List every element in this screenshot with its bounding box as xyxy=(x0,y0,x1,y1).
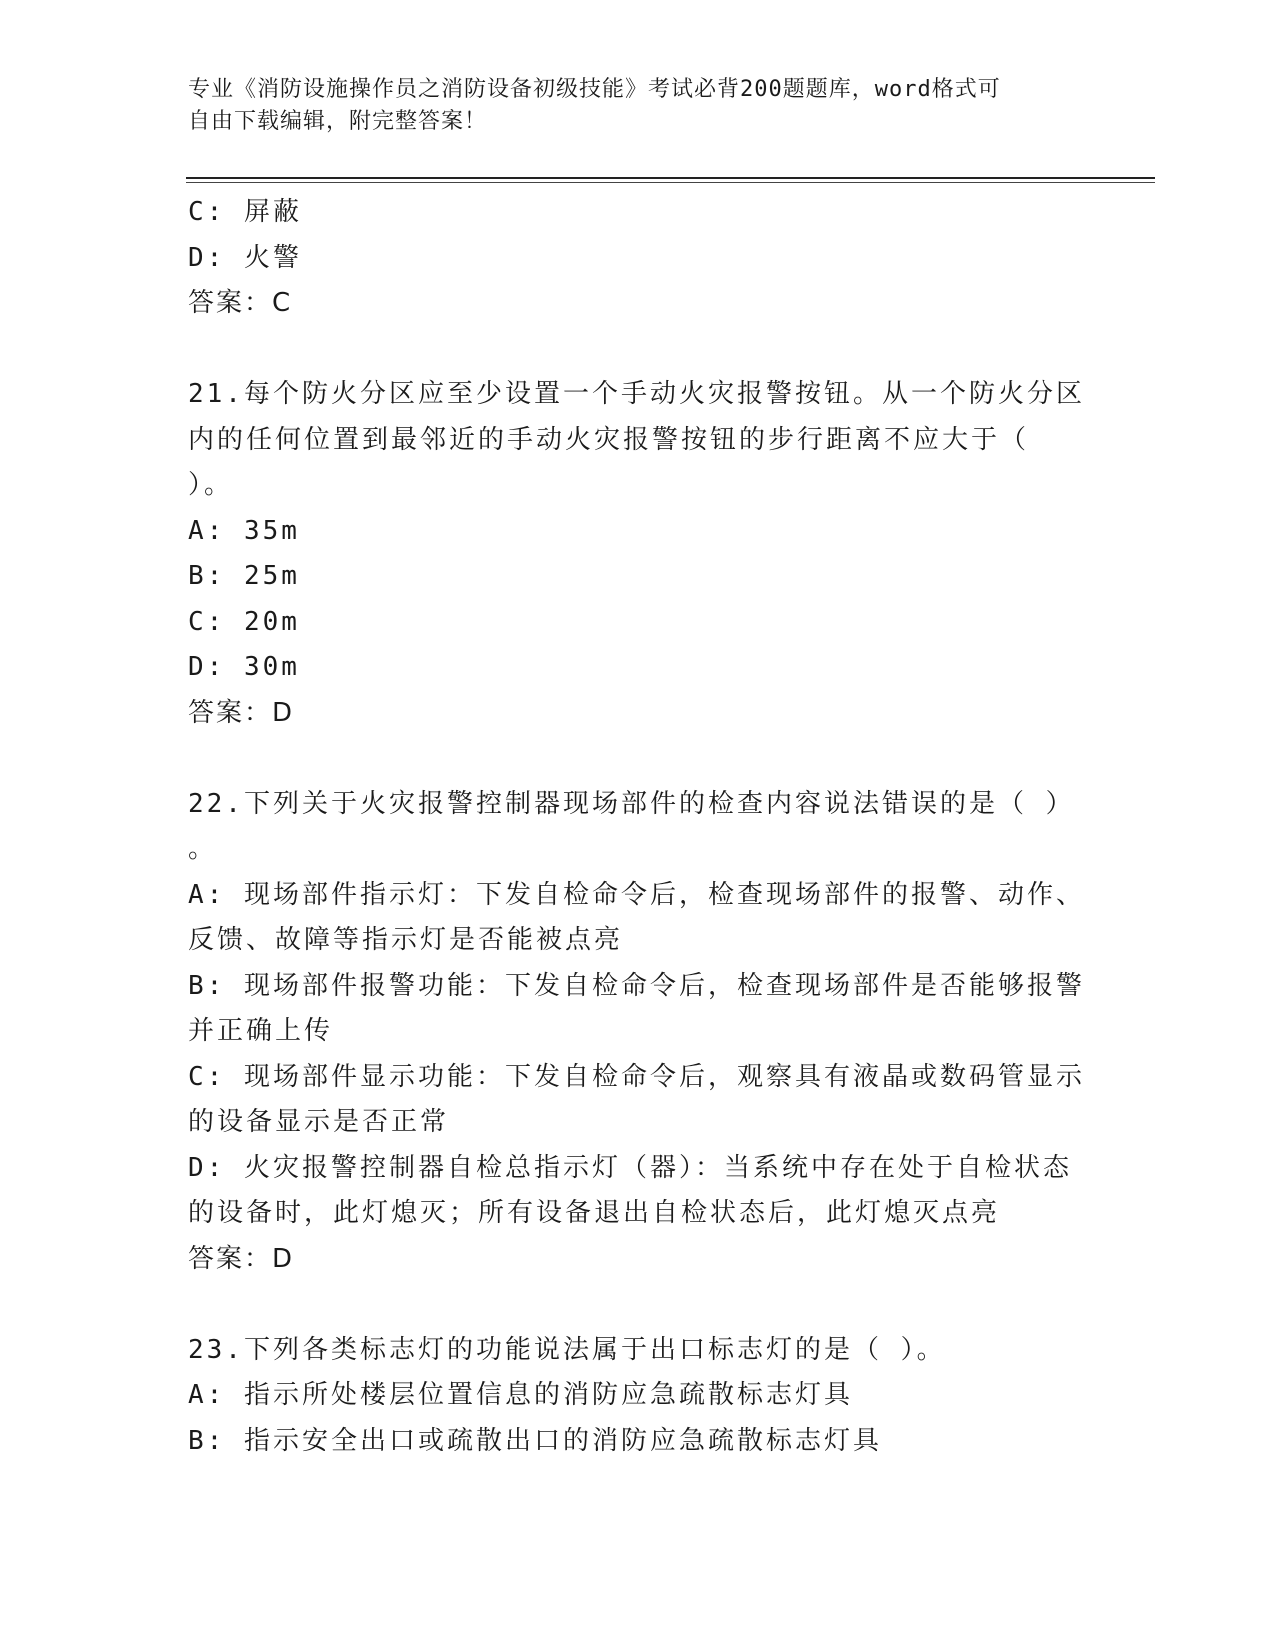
option-c: C: 屏蔽 xyxy=(188,197,302,227)
header-divider xyxy=(186,177,1155,179)
document-header xyxy=(188,74,1068,138)
question-content xyxy=(188,190,1088,1464)
option-c: 的设备显示是否正常 xyxy=(188,1107,450,1137)
question-text: 22.下列关于火灾报警控制器现场部件的检查内容说法错误的是（ ） xyxy=(188,788,1075,819)
header-divider xyxy=(186,182,1155,183)
option-b: 并正确上传 xyxy=(188,1016,334,1046)
question-text: 内的任何位置到最邻近的手动火灾报警按钮的步行距离不应大于（ xyxy=(188,424,1030,455)
option-a: A: 35m xyxy=(188,515,300,546)
option-d: D: 30m xyxy=(188,652,300,682)
question-text: ）。 xyxy=(188,470,234,500)
header-line: 专业《消防设施操作员之消防设备初级技能》考试必背200题题库，word格式可 xyxy=(188,77,1001,102)
option-a: A: 指示所处楼层位置信息的消防应急疏散标志灯具 xyxy=(188,1380,853,1410)
option-a: 反馈、故障等指示灯是否能被点亮 xyxy=(188,925,624,955)
option-a: A: 现场部件指示灯：下发自检命令后，检查现场部件的报警、动作、 xyxy=(188,879,1085,910)
question-text: 23.下列各类标志灯的功能说法属于出口标志灯的是（ ）。 xyxy=(188,1334,946,1365)
option-b: B: 25m xyxy=(188,561,300,591)
option-d: 的设备时，此灯熄灭；所有设备退出自检状态后，此灯熄灭点亮 xyxy=(188,1198,1001,1228)
option-b: B: 现场部件报警功能：下发自检命令后，检查现场部件是否能够报警 xyxy=(188,970,1085,1001)
option-d: D: 火灾报警控制器自检总指示灯（器）：当系统中存在处于自检状态 xyxy=(188,1152,1072,1183)
header-line: 自由下载编辑，附完整答案！ xyxy=(188,109,488,134)
option-d: D: 火警 xyxy=(188,242,302,273)
answer: 答案：C xyxy=(188,288,293,318)
option-c: C: 20m xyxy=(188,606,300,637)
option-c: C: 现场部件显示功能：下发自检命令后，观察具有液晶或数码管显示 xyxy=(188,1061,1085,1092)
answer: 答案：D xyxy=(188,697,295,728)
option-b: B: 指示安全出口或疏散出口的消防应急疏散标志灯具 xyxy=(188,1425,882,1456)
question-text: 21.每个防火分区应至少设置一个手动火灾报警按钮。从一个防火分区 xyxy=(188,379,1085,409)
answer: 答案：D xyxy=(188,1243,295,1274)
question-text: 。 xyxy=(188,834,218,864)
